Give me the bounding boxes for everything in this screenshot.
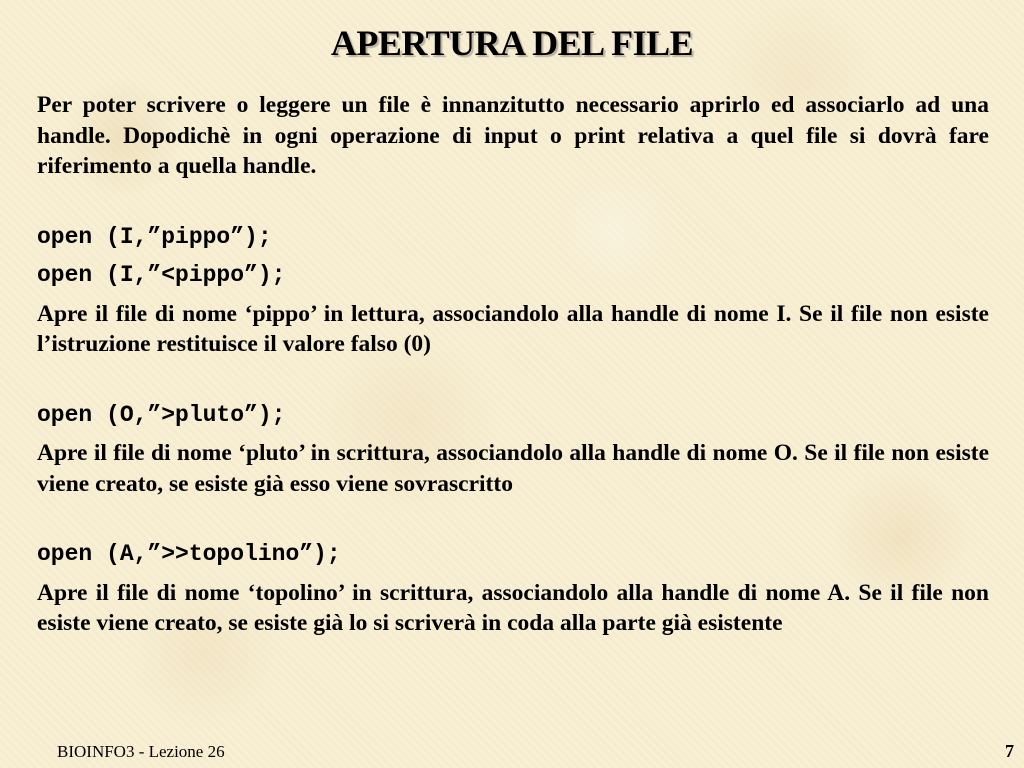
desc-open-append: Apre il file di nome ‘topolino’ in scrittura, associandolo alla handle di nome A. Se il file non esiste viene creato, se esiste già lo si scriverà in coda alla parte già esistente <box>37 579 989 636</box>
code-open-append: open (A,”>>topolino”); <box>37 541 341 567</box>
footer-page-number: 7 <box>1005 741 1014 761</box>
code-open-read-default: open (I,”pippo”); <box>37 223 272 250</box>
desc-open-write: Apre il file di nome ‘pluto’ in scrittura, associandolo alla handle di nome O. Se il file non esiste viene creato, se esiste già esso viene sovrascritto <box>37 440 989 497</box>
code-open-write: open (O,”>pluto”); <box>37 401 286 428</box>
slide-title: APERTURA DEL FILE <box>330 23 694 63</box>
footer-course-label: BIOINFO3 - Lezione 26 <box>57 742 225 761</box>
intro-paragraph: Per poter scrivere o leggere un file è innanzitutto necessario aprirlo ed associarlo ad una handle. Dopodichè in ogni operazione di input o print relativa a quel file si dovrà fare riferimento a quella handle. <box>37 92 989 179</box>
desc-open-read: Apre il file di nome ‘pippo’ in lettura, associandolo alla handle di nome I. Se il file non esiste l’istruzione restituisce il valore falso (0) <box>37 300 989 357</box>
code-open-read: open (I,”<pippo”); <box>37 262 286 288</box>
slide-content <box>37 90 989 639</box>
